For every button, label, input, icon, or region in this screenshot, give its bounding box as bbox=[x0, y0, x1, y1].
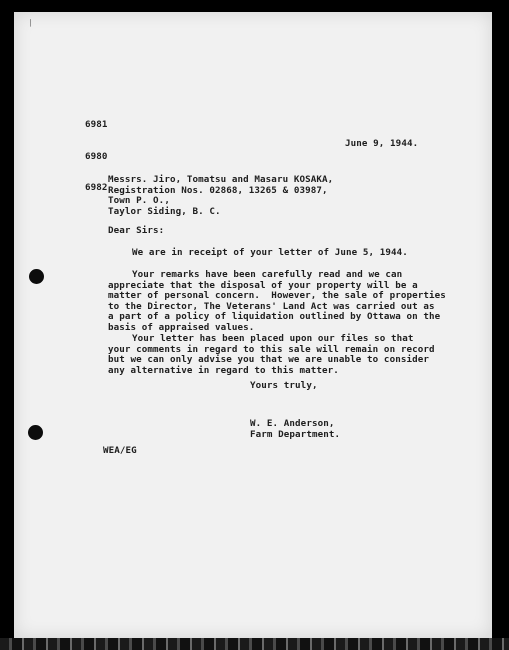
paragraph-line: basis of appraised values. bbox=[108, 321, 255, 333]
signer-department: Farm Department. bbox=[250, 428, 341, 440]
recipient-name: Messrs. Jiro, Tomatsu and Masaru KOSAKA, bbox=[108, 174, 334, 185]
paragraph-line: Your letter has been placed upon our files so that bbox=[132, 333, 414, 344]
paragraph-line: your comments in regard to this sale will remain on record bbox=[108, 343, 435, 355]
signer-name: W. E. Anderson, bbox=[250, 418, 335, 429]
letter-page bbox=[14, 12, 492, 638]
recipient-place: Taylor Siding, B. C. bbox=[108, 205, 221, 217]
paragraph-line: a part of a policy of liquidation outlined by Ottawa on the bbox=[108, 311, 441, 322]
paragraph-line: to the Director, The Veterans' Land Act was carried out as bbox=[108, 300, 435, 312]
letter-date: June 9, 1944. bbox=[345, 138, 419, 149]
closing: Yours truly, bbox=[250, 380, 318, 391]
file-numbers bbox=[85, 99, 108, 215]
paragraph-line: but we can only advise you that we are unable to consider bbox=[108, 354, 429, 365]
paragraph-line: appreciate that the disposal of your property will be a bbox=[108, 279, 418, 291]
paragraph-line: Your remarks have been carefully read and we can bbox=[132, 269, 403, 280]
paragraph-1: We are in receipt of your letter of June 5, 1944. bbox=[132, 247, 408, 258]
file-number: 6981 bbox=[85, 119, 108, 131]
salutation: Dear Sirs: bbox=[108, 225, 165, 236]
punch-hole-top bbox=[29, 269, 44, 284]
file-number: 6982 bbox=[85, 182, 108, 194]
recipient-post-office: Town P. O., bbox=[108, 195, 170, 206]
paragraph-line: matter of personal concern. However, the sale of properties bbox=[108, 290, 446, 301]
corner-pen-mark: ⁄ bbox=[25, 17, 36, 30]
punch-hole-bottom bbox=[28, 425, 43, 440]
recipient-registration: Registration Nos. 02868, 13265 & 03987, bbox=[108, 184, 328, 196]
paragraph-line: any alternative in regard to this matter. bbox=[108, 364, 339, 376]
film-strip-edge bbox=[0, 638, 509, 650]
file-number: 6980 bbox=[85, 150, 108, 162]
typist-initials: WEA/EG bbox=[103, 445, 137, 456]
